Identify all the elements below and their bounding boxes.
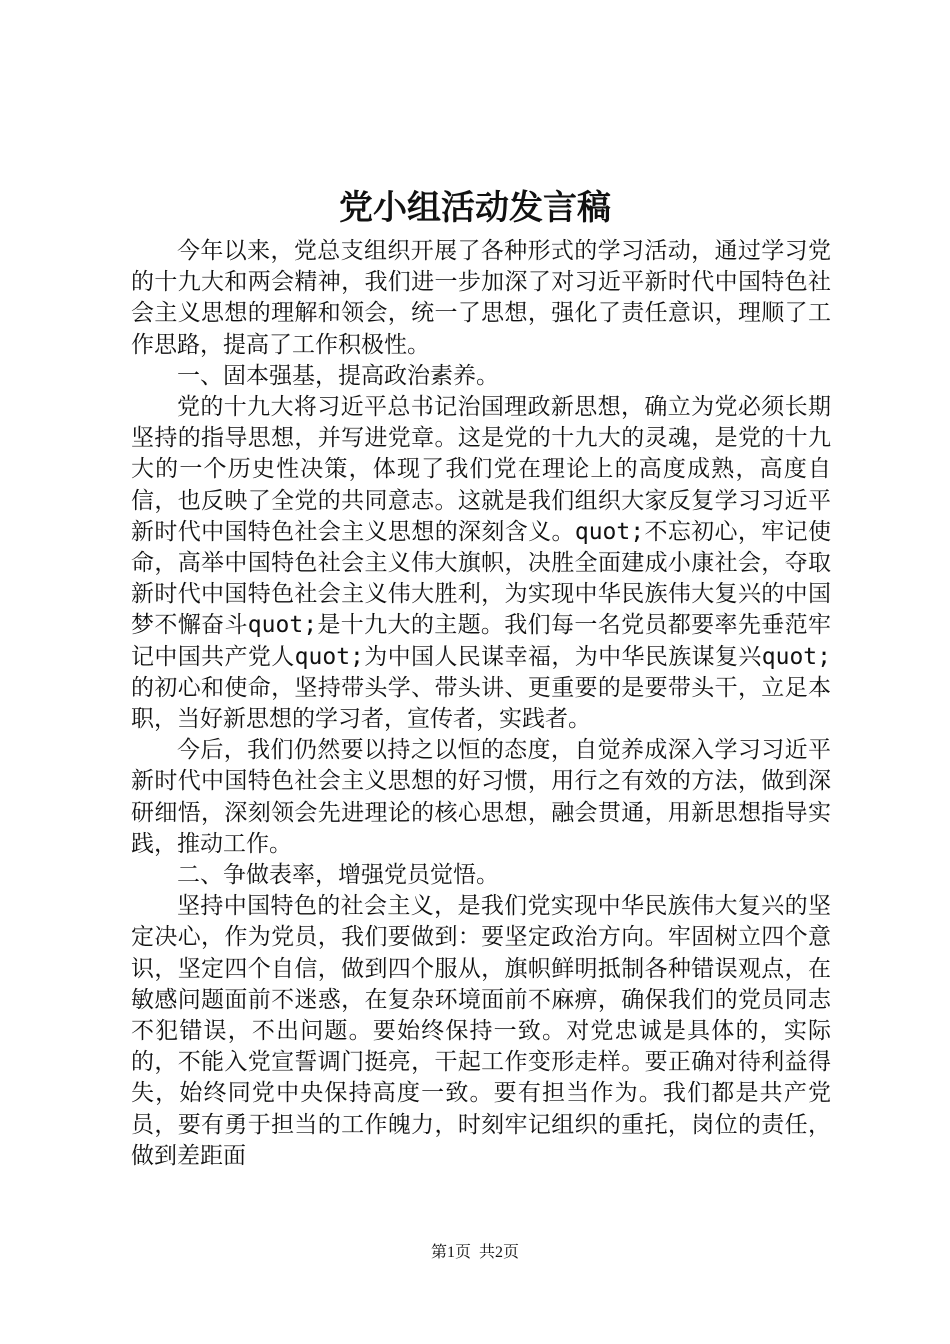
- paragraph: 今后，我们仍然要以持之以恒的态度，自觉养成深入学习习近平新时代中国特色社会主义思想的好习惯，用行之有效的方法，做到深研细悟，深刻领会先进理论的核心思想，融会贯通，用新思想指导实践，推动工作。: [131, 737, 831, 857]
- paragraph: 坚持中国特色的社会主义，是我们党实现中华民族伟大复兴的坚定决心，作为党员，我们要做到：要坚定政治方向。牢固树立四个意识，坚定四个自信，做到四个服从，旗帜鲜明抵制各种错误观点，在敏感问题面前不迷惑，在复杂环境面前不麻痹，确保我们的党员同志不犯错误，不出问题。要始终保持一致。对党忠诚是具体的，实际的，不能入党宣誓调门挺亮，干起工作变形走样。要正确对待利益得失，始终同党中央保持高度一致。要有担当作为。我们都是共产党员，要有勇于担当的工作魄力，时刻牢记组织的重托，岗位的责任，做到差距面: [131, 893, 831, 1169]
- document-title: 党小组活动发言稿: [339, 188, 611, 228]
- page-footer: [0, 1242, 950, 1264]
- paragraph: 今年以来，党总支组织开展了各种形式的学习活动，通过学习党的十九大和两会精神，我们进一步加深了对习近平新时代中国特色社会主义思想的理解和领会，统一了思想，强化了责任意识，理顺了工作思路，提高了工作积极性。: [131, 238, 831, 358]
- page-number: 第1页 共2页: [430, 1244, 519, 1261]
- document-body: [131, 236, 831, 1172]
- section-heading: 二、争做表率，增强党员觉悟。: [177, 862, 499, 889]
- paragraph: 党的十九大将习近平总书记治国理政新思想，确立为党必须长期坚持的指导思想，并写进党章。这是党的十九大的灵魂，是党的十九大的一个历史性决策，体现了我们党在理论上的高度成熟，高度自信，也反映了全党的共同意志。这就是我们组织大家反复学习习近平新时代中国特色社会主义思想的深刻含义。quot;不忘初心，牢记使命，高举中国特色社会主义伟大旗帜，决胜全面建成小康社会，夺取新时代中国特色社会主义伟大胜利，为实现中华民族伟大复兴的中国梦不懈奋斗quot;是十九大的主题。我们每一名党员都要率先垂范牢记中国共产党人quot;为中国人民谋幸福，为中华民族谋复兴quot;的初心和使命，坚持带头学、带头讲、更重要的是要带头干，立足本职，当好新思想的学习者，宣传者，实践者。: [131, 394, 831, 733]
- section-heading: 一、固本强基，提高政治素养。: [177, 362, 499, 389]
